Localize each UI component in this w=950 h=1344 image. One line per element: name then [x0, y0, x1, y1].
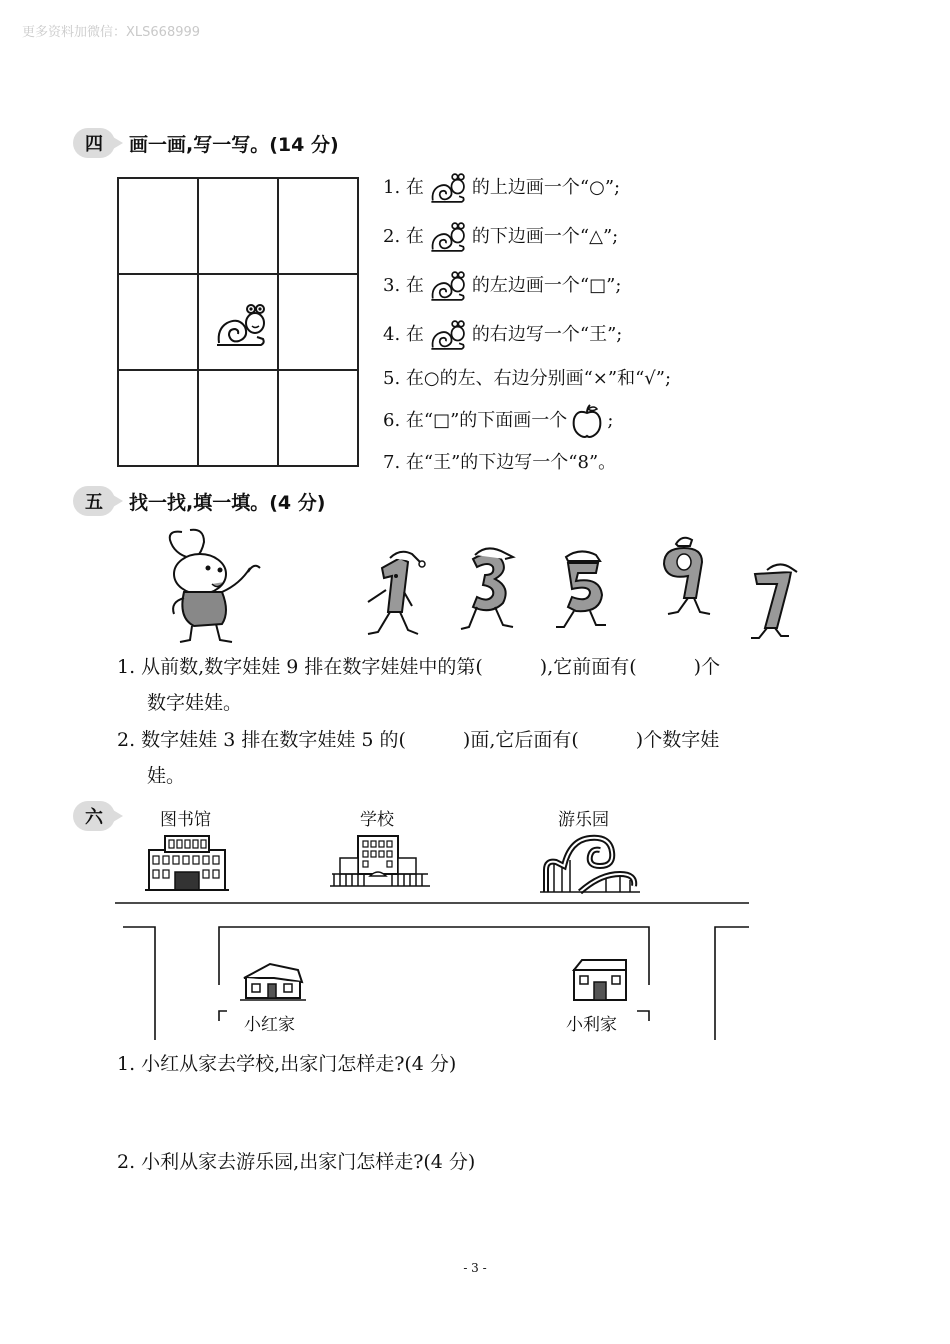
snail-icon [213, 299, 269, 351]
number-1-figure [350, 550, 440, 640]
instruction-1-post: 的上边画一个“○”; [471, 177, 621, 198]
instruction-1-pre: 1. 在 [383, 177, 424, 198]
instruction-4-pre: 4. 在 [383, 324, 424, 345]
xiaoli-house-label: 小利家 [566, 1015, 617, 1035]
library-building-icon [145, 830, 229, 892]
instruction-1 [383, 170, 620, 206]
page-number: - 3 - [463, 1261, 487, 1275]
section-4-badge: 四 [73, 128, 115, 158]
section-6-badge: 六 [73, 801, 115, 831]
section-6-question-1: 1. 小红从家去学校,出家门怎样走?(4 分) [117, 1053, 457, 1075]
school-building-icon [330, 832, 430, 888]
number-9-figure [648, 532, 718, 622]
snail-icon [428, 268, 468, 304]
snail-icon [428, 317, 468, 353]
section-5-question-2-line-1: 2. 数字娃娃 3 排在数字娃娃 5 的( )面,它后面有( )个数字娃 [117, 729, 720, 751]
instruction-4 [383, 317, 622, 353]
grid-cell [278, 178, 358, 274]
school-label: 学校 [360, 810, 394, 830]
section-4-title: 画一画,写一写。(14 分) [129, 133, 339, 156]
section-5-question-1-line-1: 1. 从前数,数字娃娃 9 排在数字娃娃中的第( ),它前面有( )个 [117, 656, 721, 678]
section-5-question-2-line-2: 娃。 [147, 765, 186, 787]
instruction-4-post: 的右边写一个“王”; [471, 324, 623, 345]
instruction-6-pre: 6. 在“□”的下面画一个 [383, 410, 568, 431]
instruction-2-pre: 2. 在 [383, 226, 424, 247]
grid-cell [278, 274, 358, 370]
grid-cell [118, 178, 198, 274]
section-4-header [73, 128, 339, 158]
section-5-title: 找一找,填一填。(4 分) [129, 491, 326, 514]
snail-icon [428, 219, 468, 255]
instruction-7: 7. 在“王”的下边写一个“8”。 [383, 452, 617, 473]
watermark: 更多资料加微信：XLS668999 [22, 25, 201, 40]
instruction-3-post: 的左边画一个“□”; [471, 275, 622, 296]
library-label: 图书馆 [160, 810, 211, 830]
grid-cell-center [198, 274, 278, 370]
drawing-grid [117, 177, 359, 467]
number-5-figure [550, 545, 620, 635]
section-5-question-1-line-2: 数字娃娃。 [147, 692, 243, 714]
section-6-question-2: 2. 小利从家去游乐园,出家门怎样走?(4 分) [117, 1151, 476, 1173]
road-map [115, 895, 755, 1045]
apple-icon [569, 403, 605, 439]
grid-cell [198, 178, 278, 274]
instruction-6 [383, 403, 613, 439]
grid-cell [118, 370, 198, 466]
grid-cell [198, 370, 278, 466]
xiaohong-house-label: 小红家 [244, 1015, 295, 1035]
xiaoli-house-icon [570, 958, 630, 1002]
rabbit-illustration [160, 528, 270, 646]
grid-cell [278, 370, 358, 466]
number-3-figure [455, 545, 525, 635]
instruction-6-post: ; [607, 410, 614, 431]
snail-icon [428, 170, 468, 206]
instruction-5: 5. 在○的左、右边分别画“×”和“√”; [383, 368, 672, 389]
instruction-3-pre: 3. 在 [383, 275, 424, 296]
instruction-3 [383, 268, 621, 304]
section-5-header [73, 486, 325, 516]
roller-coaster-icon [540, 830, 640, 894]
xiaohong-house-icon [240, 960, 306, 1002]
section-6-header [73, 801, 115, 831]
instruction-2-post: 的下边画一个“△”; [471, 226, 619, 247]
number-7-figure [745, 562, 805, 642]
instruction-2 [383, 219, 618, 255]
section-5-badge: 五 [73, 486, 115, 516]
park-label: 游乐园 [558, 810, 609, 830]
grid-cell [118, 274, 198, 370]
